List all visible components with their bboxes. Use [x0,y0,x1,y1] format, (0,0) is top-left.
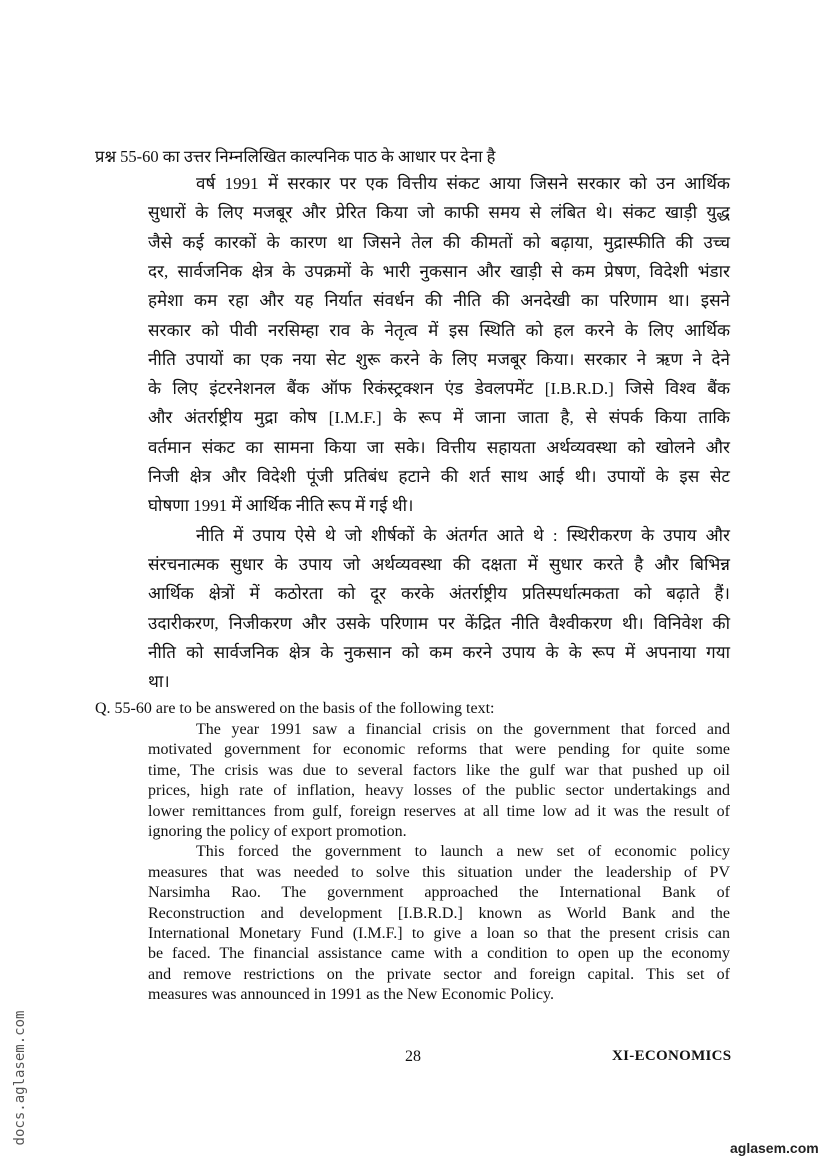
hindi-line: उदारीकरण, निजीकरण और उसके परिणाम पर केंद्रित नीति वैश्वीकरण थी। विनिवेश की [148,614,730,633]
english-line: Narsimha Rao. The government approached the International Bank of [148,884,730,901]
hindi-line: दर, सार्वजनिक क्षेत्र के उपक्रमों के भारी नुकसान और खाड़ी से कम प्रेषण, विदेशी भंडार [148,262,730,281]
hindi-line: और अंतर्राष्ट्रीय मुद्रा कोष [I.M.F.] के रूप में जाना जाता है, से संपर्क किया ताकि [148,408,730,427]
english-line: This forced the government to launch a new set of economic policy [196,843,730,860]
english-line: lower remittances from gulf, foreign reserves at all time low ad it was the result of [148,803,730,820]
hindi-line: हमेशा कम रहा और यह निर्यात संवर्धन की नीति की अनदेखी का परिणाम था। इसने [148,291,730,310]
hindi-line: नीति उपायों का एक नया सेट शुरू करने के लिए मजबूर किया। सरकार ने ऋण ने देने [148,350,730,369]
english-question-heading: Q. 55-60 are to be answered on the basis of the following text: [95,700,495,717]
hindi-line: निजी क्षेत्र और विदेशी पूंजी प्रतिबंध हटाने की शर्त साथ आई थी। उपायों के इस सेट [148,467,730,486]
vertical-watermark: docs.aglasem.com [12,1010,28,1146]
english-line: prices, high rate of inflation, heavy losses of the public sector undertakings and [148,782,730,799]
page-number: 28 [405,1048,421,1065]
english-line: be faced. The financial assistance came with a condition to open up the economy [148,945,730,962]
hindi-line: सुधारों के लिए मजबूर और प्रेरित किया जो काफी समय से लंबित थे। संकट खाड़ी युद्ध [148,203,730,222]
english-line: The year 1991 saw a financial crisis on the government that forced and [196,721,730,738]
english-line: time, The crisis was due to several factors like the gulf war that pushed up oil [148,762,730,779]
english-line: Reconstruction and development [I.B.R.D.] known as World Bank and the [148,905,730,922]
hindi-line: के लिए इंटरनेशनल बैंक ऑफ रिकंस्ट्रक्शन एंड डेवलपमेंट [I.B.R.D.] जिसे विश्व बैंक [148,379,730,398]
hindi-line: था। [148,672,170,691]
hindi-line: जैसे कई कारकों के कारण था जिसने तेल की कीमतों को बढ़ाया, मुद्रास्फीति की उच्च [148,233,730,252]
hindi-line: वर्तमान संकट का सामना किया जा सके। वित्तीय सहायता अर्थव्यवस्था को खोलने और [148,438,730,457]
english-line: and remove restrictions on the private sector and foreign capital. This set of [148,966,730,983]
subject-label: XI-ECONOMICS [612,1048,732,1064]
hindi-question-heading: प्रश्न 55-60 का उत्तर निम्नलिखित काल्पनिक पाठ के आधार पर देना है [95,147,496,166]
bottom-watermark: aglasem.com [730,1140,819,1156]
hindi-line: नीति को सार्वजनिक क्षेत्र के नुकसान को कम करने उपाय के के रूप में अपनाया गया [148,643,730,662]
english-line: measures that was needed to solve this situation under the leadership of PV [148,864,730,881]
hindi-line: सरकार को पीवी नरसिम्हा राव के नेतृत्व में इस स्थिति को हल करने के लिए आर्थिक [148,321,730,340]
hindi-line: नीति में उपाय ऐसे थे जो शीर्षकों के अंतर्गत आते थे : स्थिरीकरण के उपाय और [196,526,730,545]
hindi-line: संरचनात्मक सुधार के उपाय जो अर्थव्यवस्था की दक्षता में सुधार करते है और बिभिन्न [148,555,730,574]
english-line: ignoring the policy of export promotion. [148,823,407,840]
english-line: motivated government for economic reforms that were pending for quite some [148,741,730,758]
hindi-line: आर्थिक क्षेत्रों में कठोरता को दूर करके अंतर्राष्ट्रीय प्रतिस्पर्धात्मकता को बढ़ाते हैं। [148,584,730,603]
hindi-line: वर्ष 1991 में सरकार पर एक वित्तीय संकट आया जिसने सरकार को उन आर्थिक [196,174,730,193]
hindi-line: घोषणा 1991 में आर्थिक नीति रूप में गई थी। [148,496,414,515]
english-line: International Monetary Fund (I.M.F.] to give a loan so that the present crisis can [148,925,730,942]
english-line: measures was announced in 1991 as the New Economic Policy. [148,986,554,1003]
